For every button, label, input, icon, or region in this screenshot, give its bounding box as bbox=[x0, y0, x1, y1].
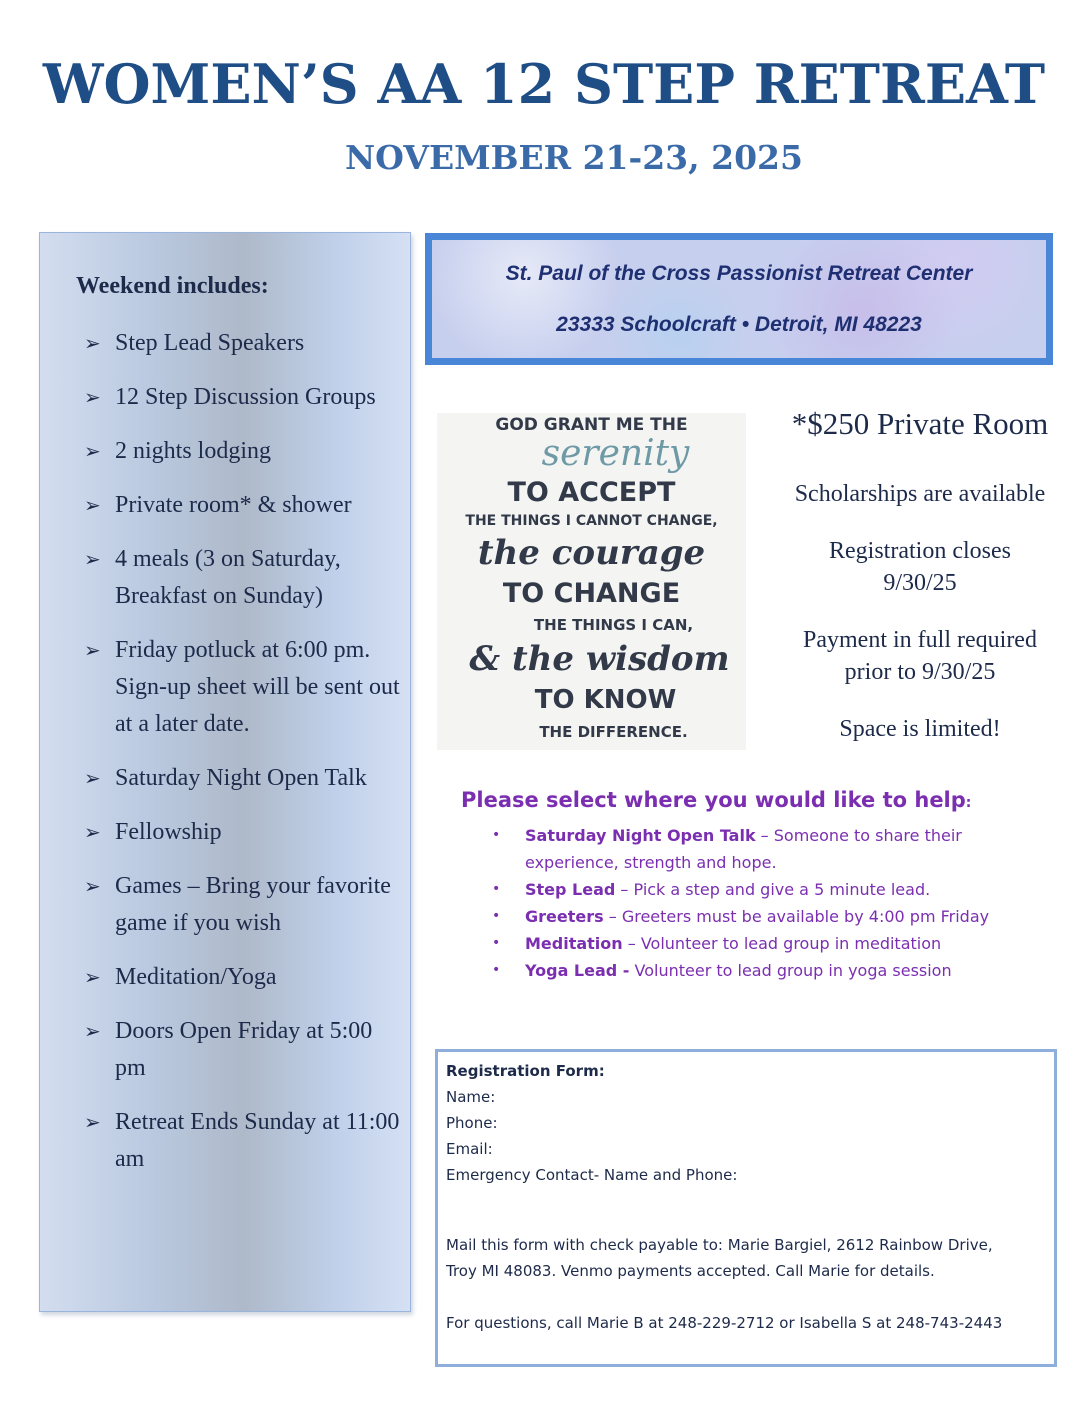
list-item-text: Friday potluck at 6:00 pm. Sign-up sheet will be sent out at a later date. bbox=[115, 637, 400, 737]
retreat-center-name: St. Paul of the Cross Passionist Retreat Center bbox=[505, 262, 973, 285]
email-field[interactable]: Email: bbox=[446, 1140, 493, 1158]
help-option[interactable] bbox=[492, 903, 1012, 930]
list-item bbox=[84, 760, 404, 797]
help-option-text: – Pick a step and give a 5 minute lead. bbox=[615, 880, 931, 899]
list-item-text: Games – Bring your favorite game if you wish bbox=[115, 873, 391, 936]
list-item-text: 12 Step Discussion Groups bbox=[115, 384, 376, 410]
emergency-contact-field[interactable]: Emergency Contact- Name and Phone: bbox=[446, 1166, 738, 1184]
help-option-label: Meditation bbox=[525, 934, 623, 953]
help-option[interactable] bbox=[492, 822, 1012, 876]
prayer-line: TO KNOW bbox=[534, 685, 677, 715]
event-dates: NOVEMBER 21-23, 2025 bbox=[345, 138, 803, 177]
help-heading-text: Please select where you would like to help bbox=[461, 788, 966, 812]
list-item bbox=[84, 325, 404, 362]
payment-text: Payment in full required bbox=[803, 627, 1037, 653]
list-item-text: Fellowship bbox=[115, 819, 222, 845]
list-item-text: Private room* & shower bbox=[115, 492, 352, 518]
bullet-icon: • bbox=[492, 827, 501, 843]
registration-form-title: Registration Form: bbox=[446, 1062, 605, 1080]
prayer-line: THE DIFFERENCE. bbox=[539, 723, 688, 741]
arrow-bullet-icon: ➢ bbox=[84, 331, 101, 355]
help-option-label: Saturday Night Open Talk bbox=[525, 826, 756, 845]
arrow-bullet-icon: ➢ bbox=[84, 439, 101, 463]
help-option[interactable] bbox=[492, 930, 1012, 957]
prayer-line: serenity bbox=[541, 433, 690, 474]
prayer-line: GOD GRANT ME THE bbox=[495, 415, 688, 435]
name-field[interactable]: Name: bbox=[446, 1088, 496, 1106]
list-item bbox=[84, 868, 404, 942]
arrow-bullet-icon: ➢ bbox=[84, 493, 101, 517]
payment-date: prior to 9/30/25 bbox=[844, 659, 996, 685]
list-item bbox=[84, 541, 404, 615]
arrow-bullet-icon: ➢ bbox=[84, 820, 101, 844]
bullet-icon: • bbox=[492, 881, 501, 897]
arrow-bullet-icon: ➢ bbox=[84, 766, 101, 790]
list-item-text: Step Lead Speakers bbox=[115, 330, 305, 356]
space-limited-text: Space is limited! bbox=[839, 716, 1001, 742]
weekend-includes-list bbox=[84, 325, 404, 1195]
weekend-includes-panel bbox=[39, 232, 411, 1312]
retreat-center-address: 23333 Schoolcraft • Detroit, MI 48223 bbox=[556, 313, 922, 336]
arrow-bullet-icon: ➢ bbox=[84, 965, 101, 989]
list-item bbox=[84, 959, 404, 996]
list-item bbox=[84, 379, 404, 416]
mail-instructions-line: Mail this form with check payable to: Marie Bargiel, 2612 Rainbow Drive, bbox=[446, 1236, 993, 1254]
help-option[interactable] bbox=[492, 957, 1012, 984]
help-option-text: Volunteer to lead group in yoga session bbox=[629, 961, 952, 980]
phone-field[interactable]: Phone: bbox=[446, 1114, 498, 1132]
help-option-label: Greeters bbox=[525, 907, 604, 926]
list-item-text: Retreat Ends Sunday at 11:00 am bbox=[115, 1109, 400, 1172]
retreat-location-box bbox=[425, 233, 1053, 365]
mail-instructions-line: Troy MI 48083. Venmo payments accepted. Call Marie for details. bbox=[446, 1262, 935, 1280]
registration-form bbox=[435, 1049, 1057, 1367]
list-item-text: 4 meals (3 on Saturday, Breakfast on Sunday) bbox=[115, 546, 341, 609]
arrow-bullet-icon: ➢ bbox=[84, 1110, 101, 1134]
scholarships-text: Scholarships are available bbox=[794, 481, 1046, 507]
list-item-text: 2 nights lodging bbox=[115, 438, 272, 464]
bullet-icon: • bbox=[492, 962, 501, 978]
arrow-bullet-icon: ➢ bbox=[84, 1019, 101, 1043]
prayer-line: the courage bbox=[477, 533, 706, 573]
help-option-text: – Someone to share their experience, strength and hope. bbox=[525, 826, 962, 872]
weekend-includes-heading: Weekend includes: bbox=[76, 273, 269, 299]
price-text: *$250 Private Room bbox=[791, 406, 1049, 441]
arrow-bullet-icon: ➢ bbox=[84, 638, 101, 662]
help-option-text: – Volunteer to lead group in meditation bbox=[622, 934, 942, 953]
prayer-line: & the wisdom bbox=[469, 639, 730, 679]
registration-closes-text: Registration closes bbox=[829, 538, 1011, 564]
bullet-icon: • bbox=[492, 935, 501, 951]
serenity-prayer-image bbox=[437, 413, 746, 750]
list-item bbox=[84, 1013, 404, 1087]
page-title: WOMEN’S AA 12 STEP RETREAT bbox=[42, 52, 1046, 116]
list-item-text: Saturday Night Open Talk bbox=[115, 765, 367, 791]
prayer-line: THE THINGS I CANNOT CHANGE, bbox=[465, 513, 718, 529]
list-item bbox=[84, 433, 404, 470]
help-heading bbox=[461, 788, 971, 812]
help-option-label: Step Lead bbox=[525, 880, 616, 899]
list-item bbox=[84, 487, 404, 524]
list-item-text: Doors Open Friday at 5:00 pm bbox=[115, 1018, 373, 1081]
prayer-line: TO ACCEPT bbox=[507, 477, 676, 508]
help-heading-colon: : bbox=[965, 795, 972, 811]
help-option[interactable] bbox=[492, 876, 1012, 903]
arrow-bullet-icon: ➢ bbox=[84, 874, 101, 898]
prayer-line: TO CHANGE bbox=[502, 578, 681, 609]
spacer bbox=[446, 1284, 1054, 1310]
list-item-text: Meditation/Yoga bbox=[115, 964, 277, 990]
help-option-text: – Greeters must be available by 4:00 pm Friday bbox=[603, 907, 990, 926]
help-option-label: Yoga Lead - bbox=[525, 961, 630, 980]
questions-contact-line: For questions, call Marie B at 248-229-2712 or Isabella S at 248-743-2443 bbox=[446, 1314, 1003, 1332]
arrow-bullet-icon: ➢ bbox=[84, 385, 101, 409]
prayer-line: THE THINGS I CAN, bbox=[533, 616, 694, 634]
list-item bbox=[84, 1104, 404, 1178]
registration-closes-date: 9/30/25 bbox=[883, 570, 957, 596]
bullet-icon: • bbox=[492, 908, 501, 924]
arrow-bullet-icon: ➢ bbox=[84, 547, 101, 571]
help-options-list bbox=[492, 822, 1012, 984]
list-item bbox=[84, 632, 404, 743]
spacer bbox=[446, 1188, 1054, 1232]
list-item bbox=[84, 814, 404, 851]
